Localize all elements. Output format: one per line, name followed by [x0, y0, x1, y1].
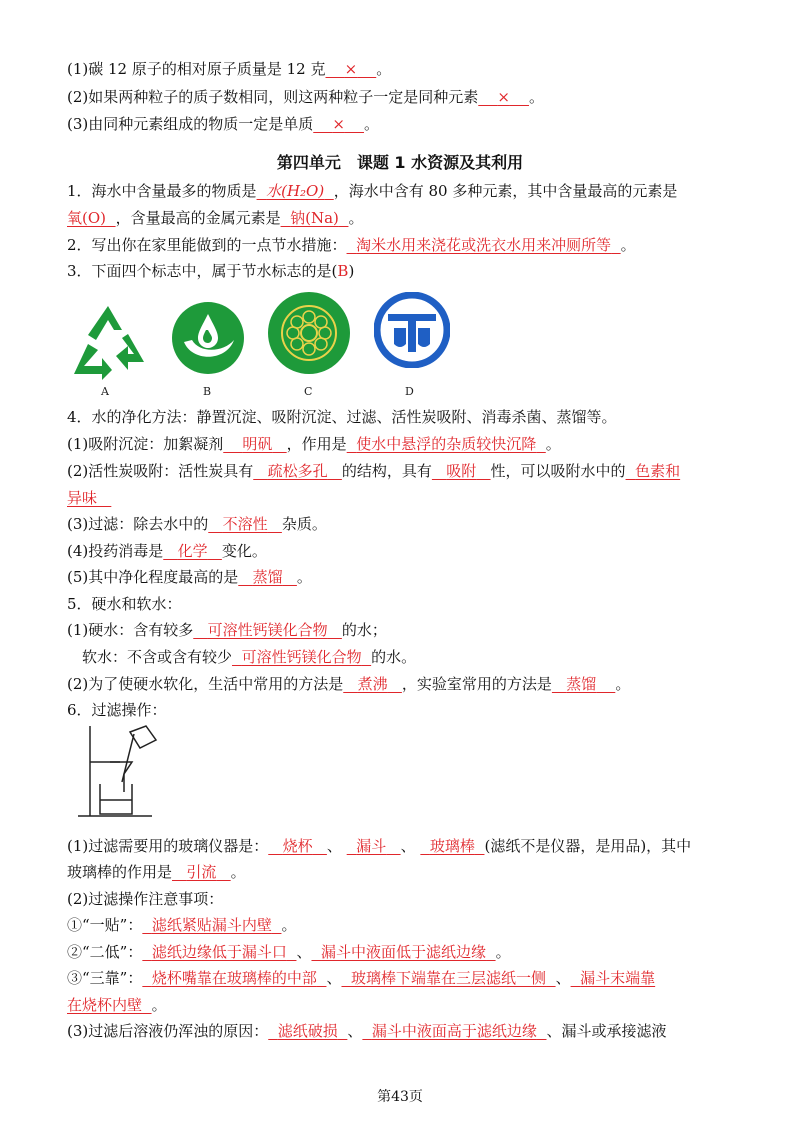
answer: 异味: [67, 489, 98, 507]
q6-t3b: 在烧杯内壁 。: [67, 996, 167, 1014]
recycle-logo-icon: [68, 300, 148, 380]
answer: ×: [344, 60, 358, 78]
answer: 可溶性钙镁化合物: [241, 648, 362, 666]
q5-s2: (2)为了使硬水软化，生活中常用的方法是 煮沸 ，实验室常用的方法是 蒸馏 。: [67, 675, 631, 693]
answer: ×: [497, 88, 510, 106]
logo-label-a: A: [101, 385, 109, 398]
answer: 玻璃棒: [429, 837, 475, 855]
q4-s2-cont: [67, 487, 111, 509]
answer: B: [337, 262, 349, 280]
judge-line-1: (1)碳 12 原子的相对原子质量是 12 克 × 。: [67, 60, 392, 78]
q4-s5: (5)其中净化程度最高的是 蒸馏 。: [67, 568, 312, 586]
answer: 淘米水用来浇花或洗衣水用来冲厕所等: [356, 236, 612, 254]
answer: 玻璃棒下端靠在三层滤纸一侧: [351, 969, 547, 987]
answer: 滤纸破损: [277, 1022, 338, 1040]
q4-s2: (2)活性炭吸附：活性炭具有 疏松多孔 的结构，具有 吸附 性，可以吸附水中的 色素和: [67, 462, 681, 480]
answer: 钠(Na): [290, 209, 339, 227]
water-drop-logo-icon: [374, 292, 450, 368]
answer: 不溶性: [222, 515, 268, 533]
judge-line-2: (2)如果两种粒子的质子数相同，则这两种粒子一定是同种元素 × 。: [67, 88, 545, 106]
q6-s1: (1)过滤需要用的玻璃仪器是： 烧杯 、 漏斗 、 玻璃棒 (滤纸不是仪器，是用品)，其中: [67, 837, 692, 855]
q4-s1: (1)吸附沉淀：加絮凝剂 明矾 ，作用是 使水中悬浮的杂质较快沉降 。: [67, 435, 561, 453]
answer: 吸附: [446, 462, 477, 480]
answer: 漏斗中液面低于滤纸边缘: [321, 943, 487, 961]
water-saving-logo-icon: [170, 300, 246, 376]
answer: 漏斗: [356, 837, 387, 855]
answer: 滤纸紧贴漏斗内壁: [151, 916, 272, 934]
q4-s4: (4)投药消毒是 化学 变化。: [67, 542, 267, 560]
q4-head: 4．水的净化方法：静置沉淀、吸附沉淀、过滤、活性炭吸附、消毒杀菌、蒸馏等。: [67, 408, 617, 426]
answer: 明矾: [242, 435, 273, 453]
answer: 可溶性钙镁化合物: [207, 621, 328, 639]
q6-t1: ①“一贴”： 滤纸紧贴漏斗内壁 。: [67, 916, 297, 934]
logo-label-c: C: [304, 385, 313, 398]
answer: ×: [332, 115, 345, 133]
q1-line-2: 氧(O) ，含量最高的金属元素是 钠(Na) 。: [67, 209, 364, 227]
page-number: 第43页: [377, 1089, 423, 1105]
answer: 蒸馏: [252, 568, 283, 586]
answer: 蒸馏: [566, 675, 597, 693]
answer: 引流: [186, 863, 217, 881]
q5-s1: (1)硬水：含有较多 可溶性钙镁化合物 的水；: [67, 621, 387, 639]
answer: 滤纸边缘低于漏斗口: [151, 943, 287, 961]
judge-line-3: (3)由同种元素组成的物质一定是单质 × 。: [67, 115, 379, 133]
logo-label-b: B: [203, 385, 212, 398]
answer: 煮沸: [357, 675, 388, 693]
section-title: 第四单元 课题 1 水资源及其利用: [276, 153, 524, 172]
answer: 疏松多孔: [267, 462, 328, 480]
filtration-apparatus-icon: [72, 722, 172, 822]
q6-s3: (3)过滤后溶液仍浑浊的原因： 滤纸破损 、 漏斗中液面高于滤纸边缘 、漏斗或承接滤液: [67, 1022, 667, 1040]
logo-label-d: D: [405, 385, 414, 398]
q6-head: 6．过滤操作：: [67, 701, 167, 719]
answer: 氧(O): [67, 209, 107, 227]
answer: 在烧杯内壁: [67, 996, 143, 1014]
q5-head: 5．硬水和软水：: [67, 595, 182, 613]
answer: 化学: [177, 542, 208, 560]
answer: 使水中悬浮的杂质较快沉降: [356, 435, 537, 453]
answer: 烧杯嘴靠在玻璃棒的中部: [151, 969, 317, 987]
q2-line: 2．写出你在家里能做到的一点节水措施： 淘米水用来浇花或洗衣水用来冲厕所等 。: [67, 236, 636, 254]
q3-line: 3．下面四个标志中，属于节水标志的是(B): [67, 262, 355, 280]
answer: 烧杯: [282, 837, 313, 855]
q6-t2: ②“二低”： 滤纸边缘低于漏斗口 、 漏斗中液面低于滤纸边缘 。: [67, 943, 511, 961]
answer: 漏斗中液面高于滤纸边缘: [371, 1022, 537, 1040]
q5-s1b: 软水：不含或含有较少 可溶性钙镁化合物 的水。: [82, 648, 417, 666]
q4-s3: (3)过滤：除去水中的 不溶性 杂质。: [67, 515, 327, 533]
q6-s2: (2)过滤操作注意事项：: [67, 890, 224, 908]
answer: 水(H₂O): [266, 182, 325, 200]
q6-t3: ③“三靠”： 烧杯嘴靠在玻璃棒的中部 、 玻璃棒下端靠在三层滤纸一侧 、 漏斗末端靠: [67, 969, 656, 987]
answer: 漏斗末端靠: [580, 969, 656, 987]
answer: 色素和: [635, 462, 681, 480]
environmental-label-logo-icon: [266, 290, 352, 376]
q1-line-1: 1．海水中含量最多的物质是 水(H₂O) ，海水中含有 80 多种元素，其中含量最高的元素是: [67, 182, 678, 200]
q6-s1b: 玻璃棒的作用是 引流 。: [67, 863, 246, 881]
